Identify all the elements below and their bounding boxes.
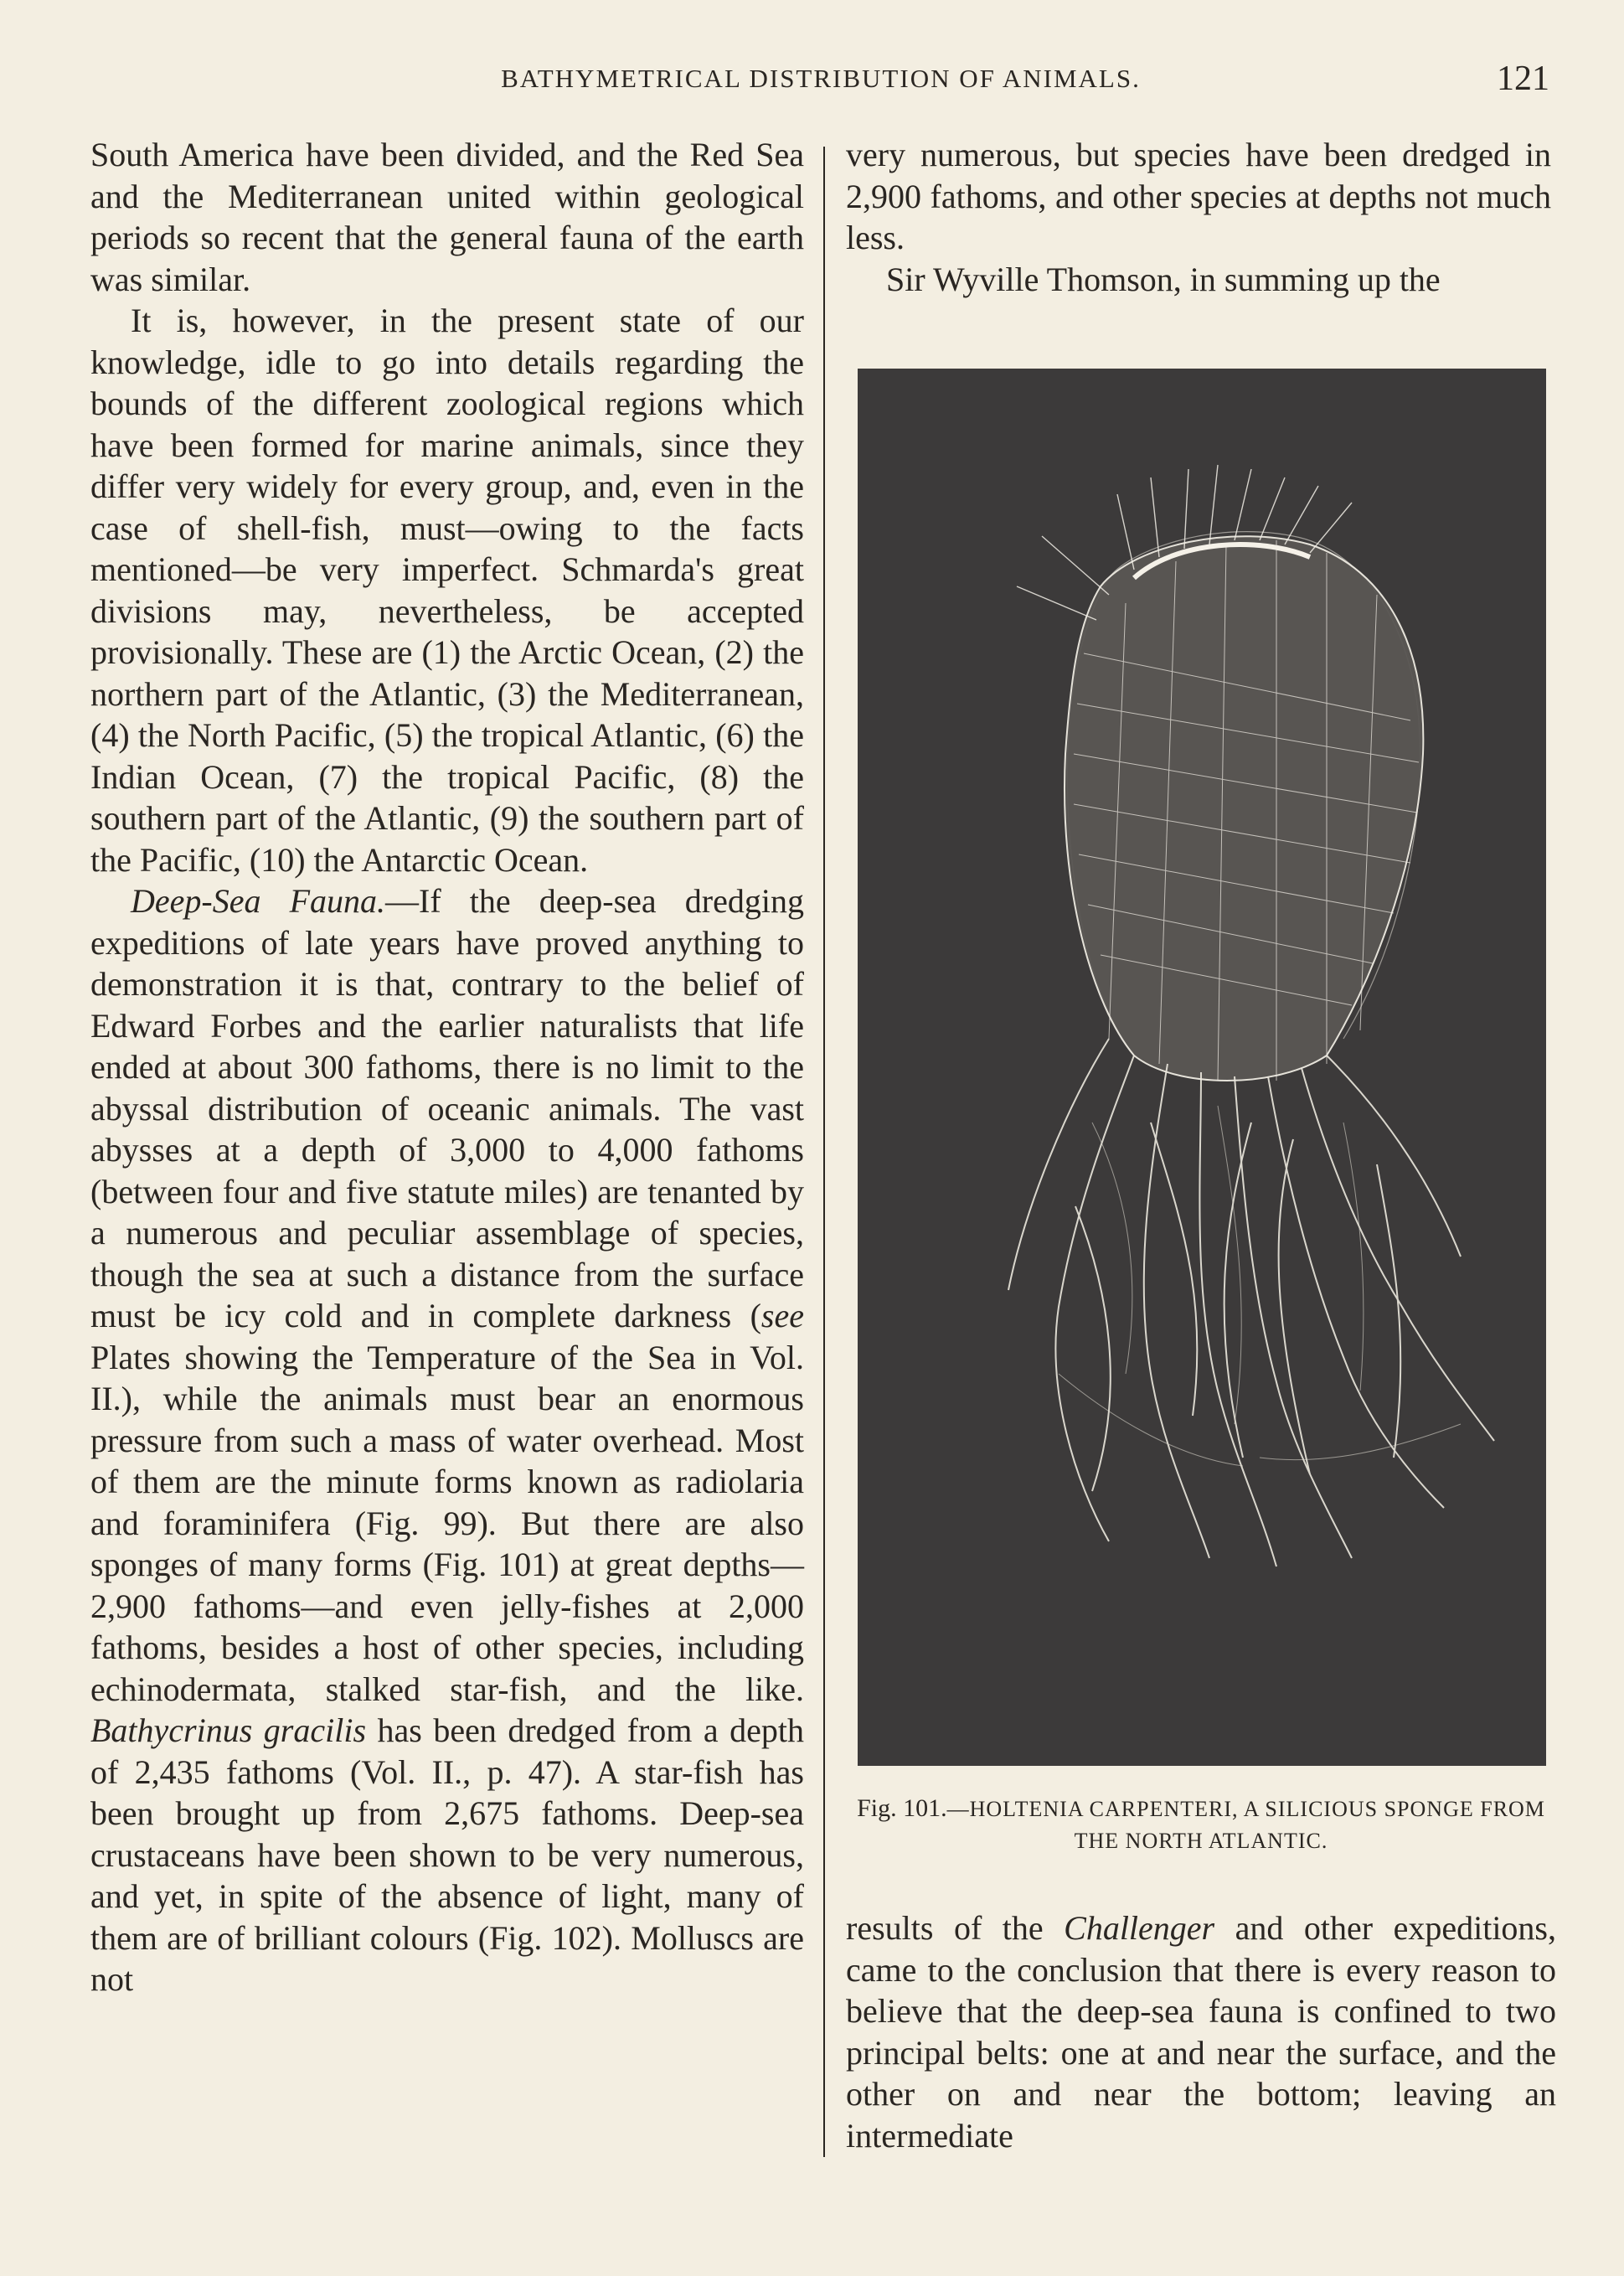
paragraph-text: has been dredged from a depth of 2,435 fathoms (Vol. II., p. 47). A star-fish has been brought up from 2,675 fathoms. Deep-sea crustaceans have been shown to be very numerous, and yet, in spite of the absence of light, many of them are of brilliant colours (Fig. 102). Molluscs are not [90, 1711, 805, 1998]
section-heading: Deep-Sea Fauna. [131, 882, 386, 920]
figure-caption [846, 1793, 1556, 1857]
sponge-illustration [858, 369, 1546, 1766]
paragraph: It is, however, in the present state of our knowledge, idle to go into details regarding the bounds of the different zoological regions which have been formed for marine animals, since they differ very widely for every group, and, even in the case of shell-fish, must—owing to the facts mentioned—be very imperfect. Schmarda's great divisions may, nevertheless, be accepted provisionally. These are (1) the Arctic Ocean, (2) the northern part of the Atlantic, (3) the Mediterranean, (4) the North Pacific, (5) the tropical Atlantic, (6) the Indian Ocean, (7) the tropical Pacific, (8) the southern part of the Atlantic, (9) the southern part of the Pacific, (10) the Antarctic Ocean. [90, 302, 804, 879]
paragraph: Sir Wyville Thomson, in summing up the [886, 260, 1441, 298]
ship-name: Challenger [1064, 1909, 1215, 1947]
species-name: Bathycrinus gracilis [90, 1711, 367, 1749]
italic-word: see [760, 1297, 804, 1334]
paragraph [90, 880, 804, 2000]
figure-caption-text: —HOLTENIA CARPENTERI, A SILICIOUS SPONGE FROM THE NORTH ATLANTIC. [946, 1797, 1545, 1853]
paragraph-text: and other expeditions, came to the conclusion that there is every reason to believe that the deep-sea fauna is confined to two principal belts: one at and near the surface, and the other on and near the bottom; leaving an intermediate [846, 1909, 1556, 2155]
paragraph: very numerous, but species have been dredged in 2,900 fathoms, and other species at depths not much less. [846, 136, 1551, 256]
right-column-bottom [846, 1907, 1556, 2156]
column-rule [823, 147, 825, 2157]
paragraph [846, 1907, 1556, 2156]
paragraph-text: —If the deep-sea dredging expeditions of late years have proved anything to demonstration it is that, contrary to the belief of Edward Forbes and the earlier naturalists that life ended at about 300 fathoms, there is no limit to the abyssal distribution of oceanic animals. The vast abysses at a depth of 3,000 to 4,000 fathoms (between four and five statute miles) are tenanted by a numerous and peculiar assemblage of species, though the sea at such a distance from the surface must be icy cold and in complete darkness ( [90, 882, 804, 1334]
figure-label: Fig. 101. [857, 1794, 947, 1822]
paragraph-text: results of the [846, 1909, 1065, 1947]
paragraph: South America have been divided, and the Red Sea and the Mediterranean united within geological periods so recent that the general fauna of the earth was similar. [90, 136, 804, 298]
right-column-top [846, 134, 1551, 300]
sponge-engraving [858, 369, 1546, 1766]
header-title: BATHYMETRICAL DISTRIBUTION OF ANIMALS. [501, 64, 1141, 93]
paragraph-text: Plates showing the Temperature of the Sea in Vol. II.), while the animals must bear an enormous pressure from such a mass of water overhead. Most of them are the minute forms known as radiolaria and foraminifera (Fig. 99). But there are also sponges of many forms (Fig. 101) at great depths—2,900 fathoms—and even jelly-fishes at 2,000 fathoms, besides a host of other species, including echinodermata, stalked star-fish, and the like. [90, 1338, 804, 1708]
left-column [90, 134, 804, 2000]
running-header [84, 59, 1558, 109]
page-number: 121 [1497, 59, 1549, 98]
